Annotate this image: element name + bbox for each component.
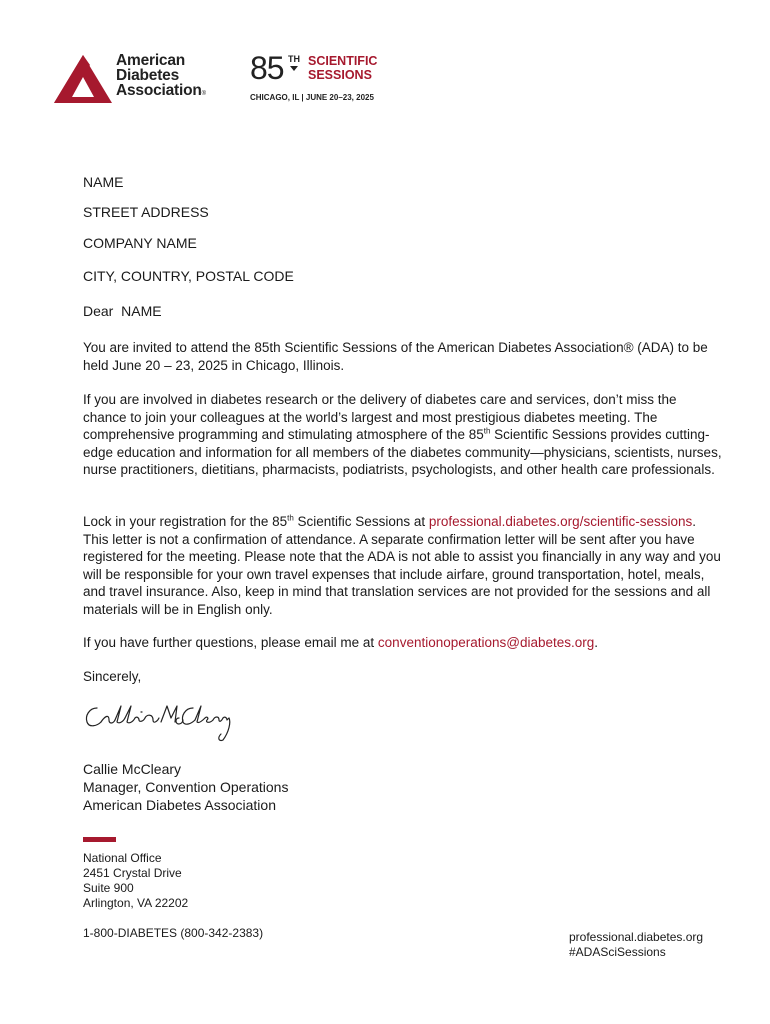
triangle-down-icon — [290, 66, 298, 71]
sessions-location: CHICAGO, IL | JUNE 20–23, 2025 — [250, 93, 374, 102]
sessions-logo — [250, 52, 390, 108]
recipient-city: CITY, COUNTRY, POSTAL CODE — [83, 268, 294, 284]
greeting-dear: Dear — [83, 303, 114, 319]
signer-name: Callie McCleary — [83, 761, 182, 777]
paragraph-registration-sup: th — [287, 513, 294, 523]
signature-image — [83, 700, 233, 744]
email-link[interactable]: conventionoperations@diabetes.org — [377, 635, 595, 650]
ada-logo-line2: Diabetes — [116, 67, 180, 84]
paragraph-registration — [83, 513, 723, 619]
footer-city: Arlington, VA 22202 — [83, 896, 189, 910]
paragraph-intro — [83, 391, 723, 479]
ada-logo-line3: Association — [116, 82, 202, 99]
recipient-street: STREET ADDRESS — [83, 204, 209, 220]
paragraph-intro-sup: th — [483, 426, 491, 436]
ada-logo-text — [116, 53, 206, 102]
paragraph-invitation: You are invited to attend the 85th Scientific Sessions of the American Diabetes Association® (ADA) to be held June 20 – 23, 2025 in Chicago, Illinois. — [83, 340, 708, 373]
sessions-number: 85 — [250, 50, 284, 86]
ada-logo — [54, 53, 224, 105]
footer-office: National Office — [83, 851, 162, 865]
footer-street: 2451 Crystal Drive — [83, 866, 182, 880]
recipient-company: COMPANY NAME — [83, 235, 197, 251]
paragraph-registration-part1: Lock in your registration for the 85 — [83, 514, 288, 529]
sessions-ordinal: TH — [288, 54, 300, 64]
paragraph-registration-part3: . This letter is not a confirmation of attendance. A separate confirmation letter will be sent after you have registered for the meeting. Please note that the ADA is not able to assist you financially in any way and you will be responsible for your own travel expenses that include airfare, ground transportation, hotel, meals, and travel insurance. Also, keep in mind that translation services are not provided for the sessions and all materials will be in English only. — [83, 514, 721, 617]
ada-triangle-icon — [54, 55, 112, 103]
footer-hashtag: #ADASciSessions — [569, 945, 666, 959]
signer-org: American Diabetes Association — [83, 797, 276, 813]
paragraph-questions-part2: . — [594, 635, 599, 650]
paragraph-intro-part2: Scientific Sessions provides cutting-edge education and information for all members of the diabetes community—physicians, scientists, nurses, nurse practitioners, dietitians, pharmacists, podiatrists, psychologists, and other health care professionals. — [83, 427, 722, 478]
sessions-title-line2: SESSIONS — [308, 68, 372, 82]
recipient-name: NAME — [83, 174, 124, 190]
paragraph-intro-part1: If you are involved in diabetes research or the delivery of diabetes care and services, don’t miss the chance to join your colleagues at the world’s largest and most prestigious diabetes meeting. The comprehensive programming and stimulating atmosphere of the 85 — [83, 392, 677, 443]
paragraph-questions-part1: If you have further questions, please email me at — [83, 635, 378, 650]
footer-website[interactable]: professional.diabetes.org — [569, 930, 704, 944]
ada-logo-reg: ® — [201, 91, 206, 97]
signer-title: Manager, Convention Operations — [83, 779, 289, 795]
sessions-title — [308, 54, 377, 82]
paragraph-questions — [83, 634, 723, 652]
ada-logo-line1: American — [116, 52, 186, 69]
registration-link[interactable]: professional.diabetes.org/scientific-sessions — [428, 514, 693, 529]
paragraph-registration-part2: Scientific Sessions at — [293, 514, 429, 529]
closing: Sincerely, — [83, 669, 142, 684]
footer-suite: Suite 900 — [83, 881, 134, 895]
footer-divider — [83, 837, 116, 842]
sessions-title-line1: SCIENTIFIC — [308, 54, 378, 68]
greeting — [83, 303, 162, 320]
footer-phone: 1-800-DIABETES (800-342-2383) — [83, 926, 264, 940]
greeting-name: NAME — [121, 303, 162, 319]
